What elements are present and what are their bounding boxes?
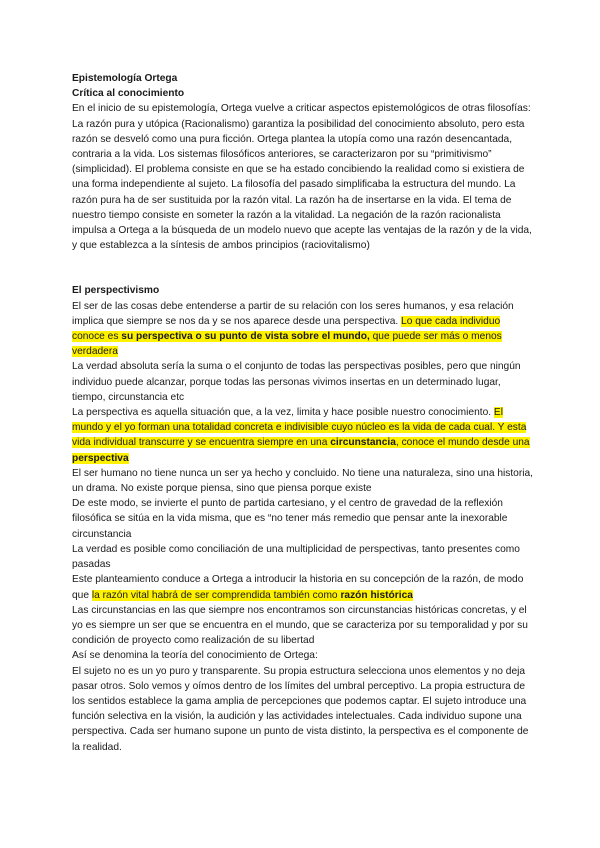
paragraph-historia <box>72 572 534 602</box>
paragraph-sujeto: El sujeto no es un yo puro y transparente. Su propia estructura selecciona unos elementos y no deja pasar otros. Solo vemos y oímos dentro de los límites del umbral perceptivo. La propia estructura de los sentidos establece la gama amplia de percepciones que podemos captar. El sujeto introduce una función selectiva en la visión, la audición y las actividades intelectuales. Cada individuo supone una perspectiva. Cada ser humano supone un punto de vista distinto, la perspectiva es el componente de la realidad. <box>72 665 529 753</box>
text-run: la razón vital habrá de ser comprendida también como <box>91 589 341 601</box>
paragraph-cartesiano: De este modo, se invierte el punto de partida cartesiano, y el centro de gravedad de la reflexión filosófica se sitúa en la vida misma, que es “no tener más remedio que pensar ante la inexorable circunstancia <box>72 498 508 540</box>
paragraph-ser-de-las-cosas <box>72 299 534 360</box>
section-heading-critica: Crítica al conocimiento <box>72 88 185 100</box>
text-run: El mundo y el yo forman una totalidad concreta e indivisible cuyo núcleo es la vida de cada cual. Y esta vida individual transcurre y se encuentra siempre en una <box>72 407 527 449</box>
paragraph-verdad-absoluta: La verdad absoluta sería la suma o el conjunto de todas las perspectivas posibles, pero que ningún individuo puede alcanzar, porque todas las personas vivimos insertas en un determinado lugar, tiempo, circunstancia etc <box>72 361 521 403</box>
highlight <box>92 590 413 601</box>
text-run: La perspectiva es aquella situación que, a la vez, limita y hace posible nuestro conocimiento. <box>72 407 494 419</box>
section-spacer <box>72 253 534 283</box>
text-run: , conoce el mundo desde una <box>395 437 530 449</box>
paragraph-intro: En el inicio de su epistemología, Ortega vuelve a criticar aspectos epistemológicos de otras filosofías: <box>72 103 531 115</box>
document-page <box>72 71 534 755</box>
paragraph-teoria: Así se denomina la teoría del conocimiento de Ortega: <box>72 650 318 662</box>
text-run: Lo que cada individuo conoce es <box>72 315 501 343</box>
bold-text: perspectiva <box>72 452 129 464</box>
document-title: Epistemología Ortega <box>72 73 178 84</box>
bold-text: razón histórica <box>340 589 413 601</box>
text-run: Este planteamiento conduce a Ortega a introducir la historia en su concepción de la razón, de modo que <box>72 574 524 601</box>
bold-text: circunstancia <box>330 437 396 449</box>
paragraph-perspectiva <box>72 405 534 466</box>
bold-text: su perspectiva o su punto de vista sobre el mundo, <box>121 331 370 343</box>
paragraph-ser-humano: El ser humano no tiene nunca un ser ya hecho y concluido. No tiene una naturaleza, sino una historia, un drama. No existe porque piensa, sino que piensa porque existe <box>72 467 533 495</box>
paragraph-conciliacion: La verdad es posible como conciliación de una multiplicidad de perspectivas, tanto presentes como pasadas <box>72 543 520 571</box>
paragraph-circunstancias: Las circunstancias en las que siempre nos encontramos son circunstancias históricas concretas, y el yo es siempre un ser que se encuentra en el mundo, que se caracteriza por su temporalidad y por su condición de proyecto como realización de su libertad <box>72 604 528 647</box>
paragraph-racionalismo: La razón pura y utópica (Racionalismo) garantiza la posibilidad del conocimiento absoluto, pero esta razón se desveló como una pura ficción. Ortega plantea la utopía como una razón desencantada, contraria a la vida. Los sistemas filosóficos anteriores, se caracterizaron por su “primitivismo” (simplicidad). El problema consiste en que se ha estado concibiendo la realidad como si existiera de una forma independiente al sujeto. La filosofía del pasado simplificaba la estructura del mundo. La razón pura ha de ser sustituida por la razón vital. La razón ha de insertarse en la vida. El tema de nuestro tiempo consiste en someter la razón a la vitalidad. La negación de la razón racionalista impulsa a Ortega a la búsqueda de un modelo nuevo que acepte las ventajas de la razón y de la vida, y que establezca a la síntesis de ambos principios (raciovitalismo) <box>72 118 532 252</box>
section-heading-perspectivismo: El perspectivismo <box>72 285 160 297</box>
text-run: El ser de las cosas debe entenderse a partir de su relación con los seres humanos, y esa relación implica que siempre se nos da y se nos aparece desde una perspectiva. <box>72 300 514 327</box>
text-run: que puede ser más o menos verdadera <box>72 331 502 358</box>
